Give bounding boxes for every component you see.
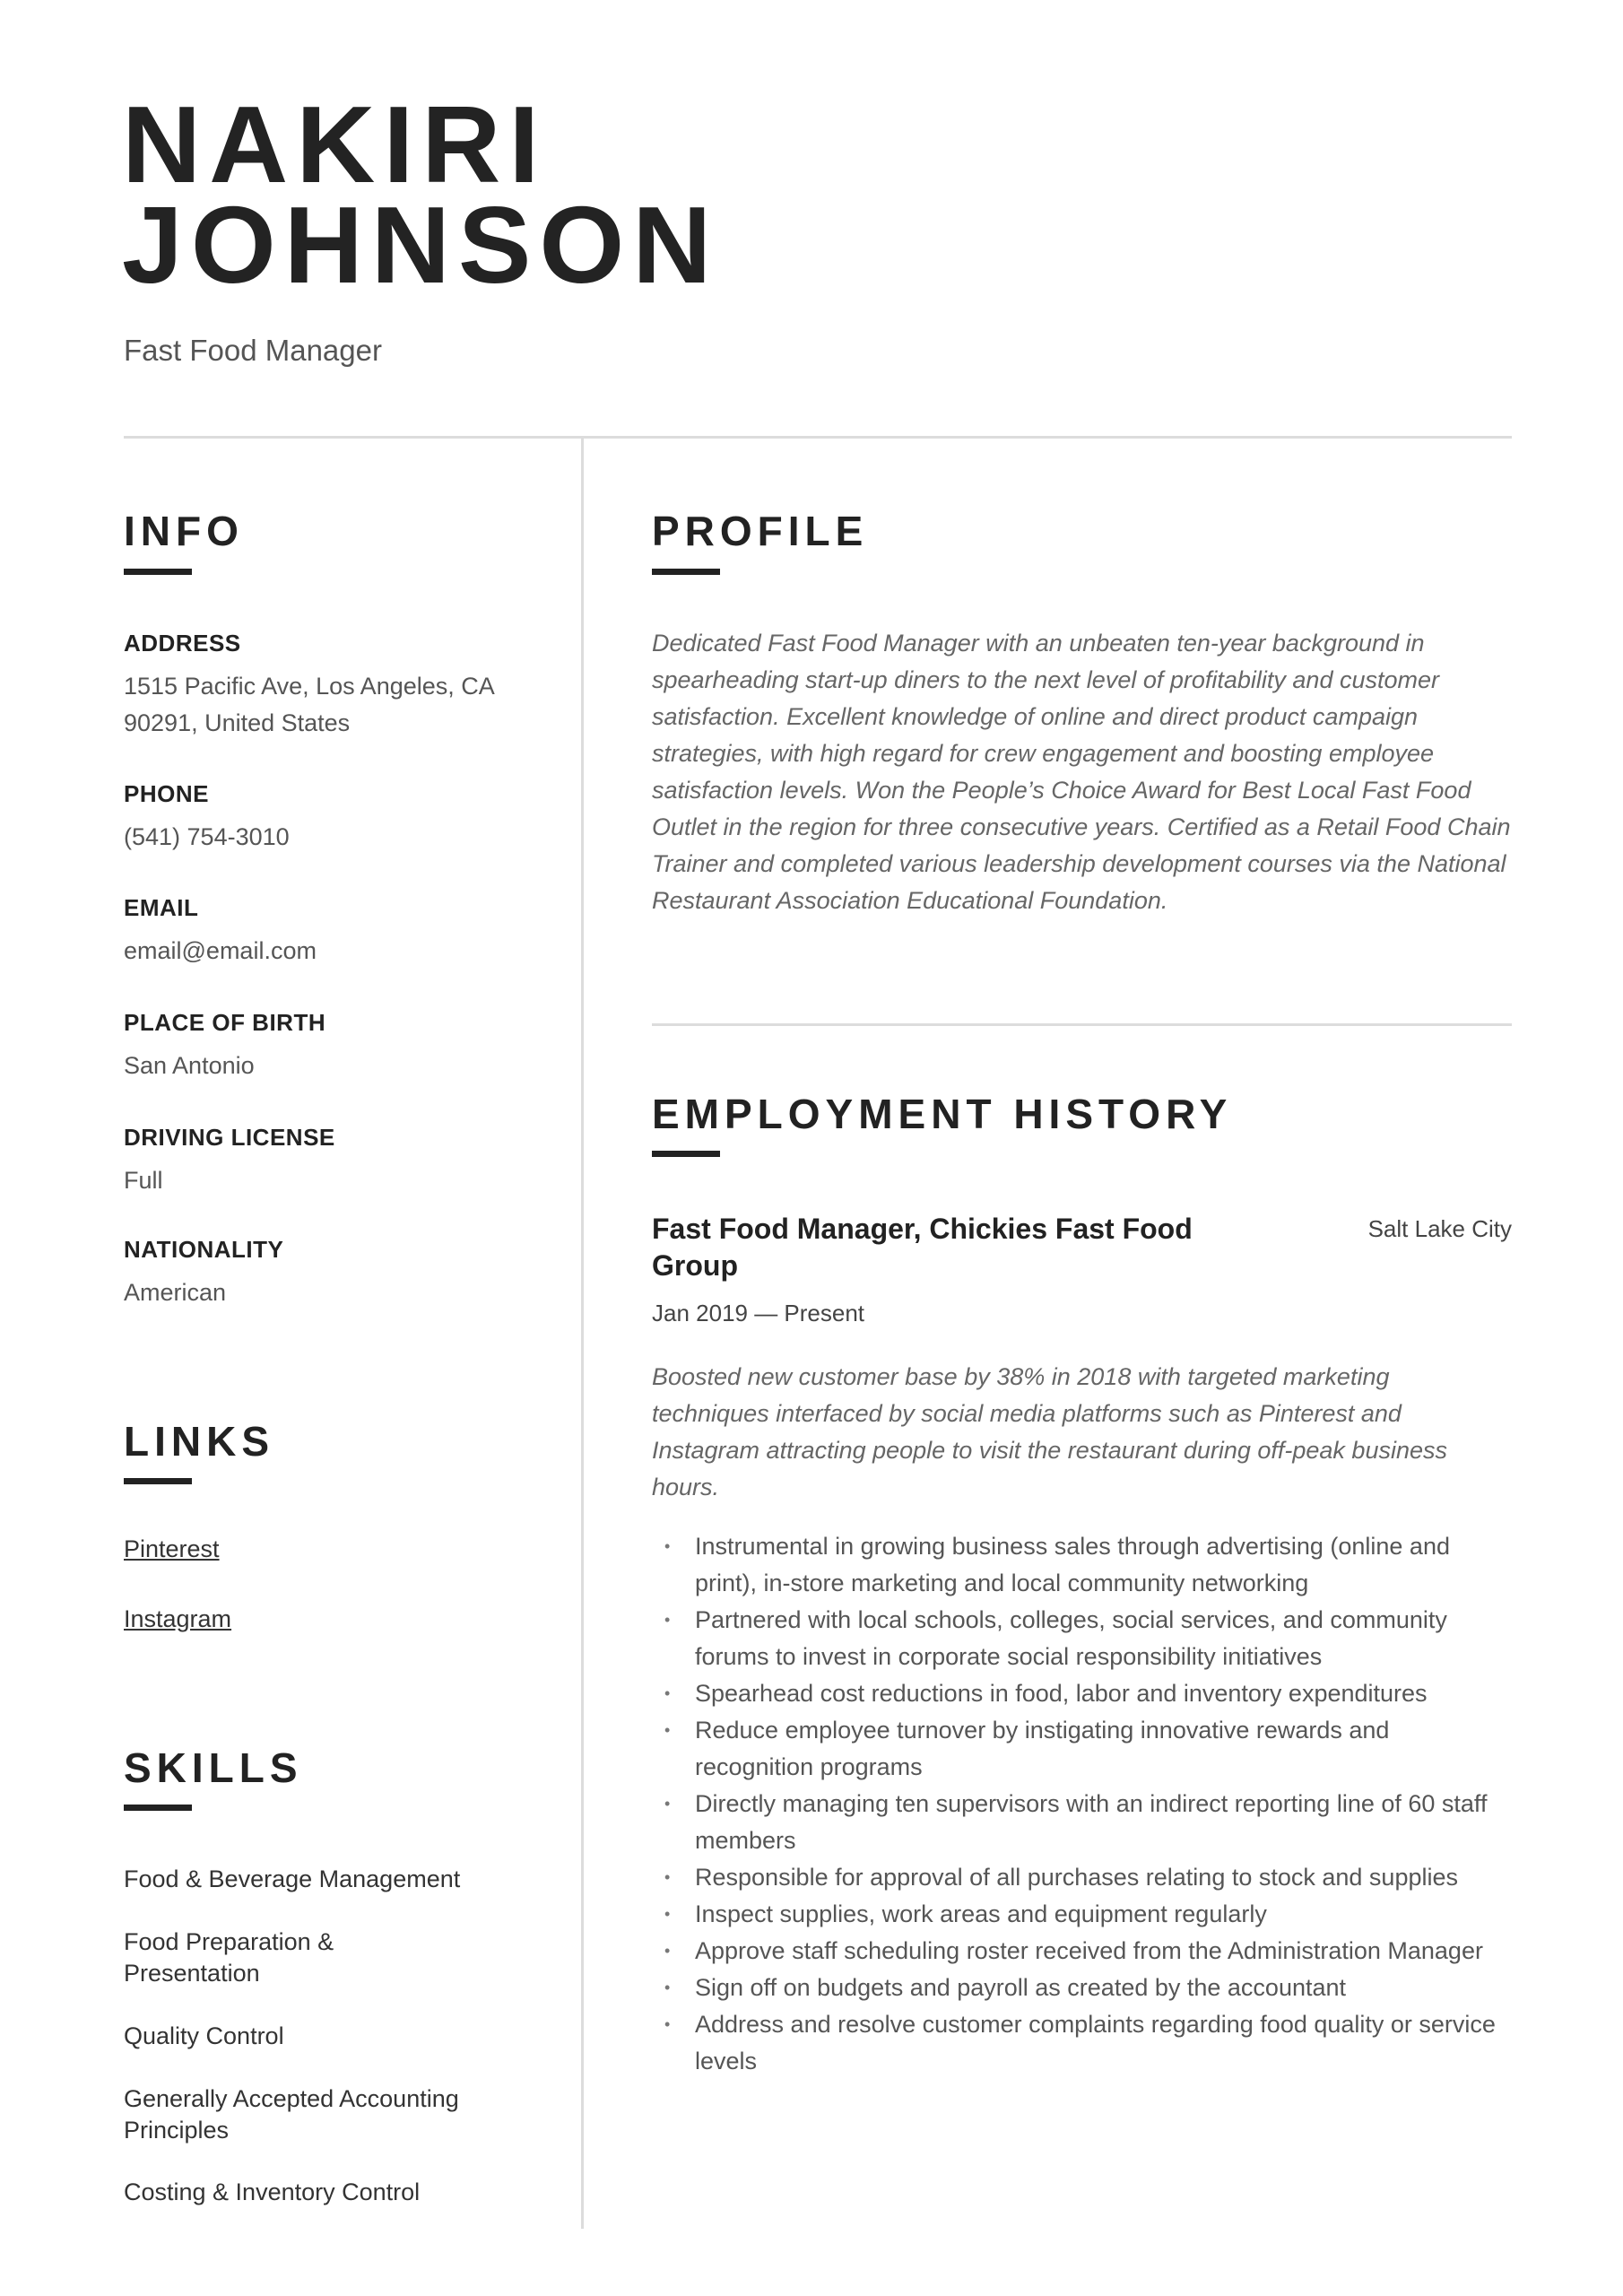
profile-heading-underline (652, 569, 720, 575)
skill-item: Food Preparation & Presentation (124, 1928, 334, 1987)
email-label: EMAIL (124, 894, 199, 921)
driving-license-value: Full (124, 1167, 163, 1194)
job-entry-summary: Boosted new customer base by 38% in 2018 with targeted marketing techniques interfaced by social media platforms such as Pinterest and Instagram attracting people to visit the restaurant during off-peak business hours. (652, 1363, 1447, 1500)
column-divider (581, 437, 584, 2229)
nationality-value: American (124, 1279, 227, 1306)
place-of-birth-label: PLACE OF BIRTH (124, 1009, 326, 1036)
job-entry-title: Fast Food Manager, Chickies Fast Food Group (652, 1213, 1193, 1282)
bullet-item: • Approve staff scheduling roster received from the Administration Manager (652, 1933, 1513, 1970)
info-heading-underline (124, 569, 192, 575)
job-entry-location: Salt Lake City (1367, 1215, 1512, 1242)
info-heading: INFO (124, 508, 244, 554)
info-email (124, 890, 554, 970)
skill-item: Costing & Inventory Control (124, 2179, 421, 2205)
first-name: NAKIRI (122, 83, 548, 205)
skills-heading-underline (124, 1805, 192, 1811)
skills-heading: SKILLS (124, 1744, 303, 1791)
job-entry-dates: Jan 2019 — Present (652, 1300, 865, 1326)
bullet-item: • Directly managing ten supervisors with an indirect reporting line of 60 staff members (652, 1786, 1513, 1859)
phone-value: (541) 754-3010 (124, 823, 290, 850)
bullet-item: • Sign off on budgets and payroll as created by the accountant (652, 1970, 1513, 2006)
nationality-label: NATIONALITY (124, 1236, 284, 1263)
bullet-item: • Address and resolve customer complaints regarding food quality or service levels (652, 2006, 1513, 2080)
skill-item: Quality Control (124, 2022, 284, 2049)
driving-license-label: DRIVING LICENSE (124, 1124, 335, 1151)
address-label: ADDRESS (124, 630, 241, 657)
links-heading-underline (124, 1478, 192, 1484)
profile-heading: PROFILE (652, 508, 869, 554)
links-heading: LINKS (124, 1418, 274, 1465)
last-name: JOHNSON (122, 184, 720, 306)
bullet-item: • Reduce employee turnover by instigating innovative rewards and recognition programs (652, 1712, 1513, 1786)
bullet-item: • Instrumental in growing business sales through advertising (online and print), in-store marketing and local community networking (652, 1528, 1513, 1602)
address-line: 1515 Pacific Ave, Los Angeles, CA (124, 673, 495, 700)
employment-heading-underline (652, 1151, 720, 1157)
bullet-item: • Inspect supplies, work areas and equipment regularly (652, 1896, 1513, 1933)
info-place-of-birth (124, 1004, 554, 1084)
job-title: Fast Food Manager (124, 334, 382, 367)
job-entry-bullets (652, 1528, 1513, 2080)
info-phone (124, 776, 554, 856)
info-driving-license (124, 1119, 554, 1199)
address-line: 90291, United States (124, 709, 351, 736)
phone-label: PHONE (124, 780, 209, 807)
profile-text: Dedicated Fast Food Manager with an unbeaten ten-year background in spearheading start-up diners to the next level of profitability and customer satisfaction. Excellent knowledge of online and direct product campaign strategies, with high regard for crew engagement and boosting employee satisfaction levels. Won the People’s Choice Award for Best Local Fast Food Outlet in the region for three consecutive years. Certified as a Retail Food Chain Trainer and completed various leadership development courses via the National Restaurant Association Educational Foundation. (652, 630, 1511, 914)
place-of-birth-value: San Antonio (124, 1052, 255, 1079)
bullet-item: • Spearhead cost reductions in food, labor and inventory expenditures (652, 1675, 1513, 1712)
employment-heading: EMPLOYMENT HISTORY (652, 1091, 1233, 1137)
bullet-item: • Responsible for approval of all purchases relating to stock and supplies (652, 1859, 1513, 1896)
bullet-item: • Partnered with local schools, colleges, social services, and community forums to invest in corporate social responsibility initiatives (652, 1602, 1513, 1675)
section-divider (652, 1023, 1512, 1026)
link-instagram[interactable]: Instagram (124, 1605, 232, 1632)
link-pinterest[interactable]: Pinterest (124, 1535, 220, 1562)
skill-item: Generally Accepted Accounting Principles (124, 2085, 459, 2144)
header-divider (124, 436, 1512, 439)
skill-item: Food & Beverage Management (124, 1866, 461, 1892)
info-nationality (124, 1231, 554, 1311)
email-value: email@email.com (124, 937, 317, 964)
info-address (124, 625, 554, 742)
candidate-name (122, 83, 720, 306)
